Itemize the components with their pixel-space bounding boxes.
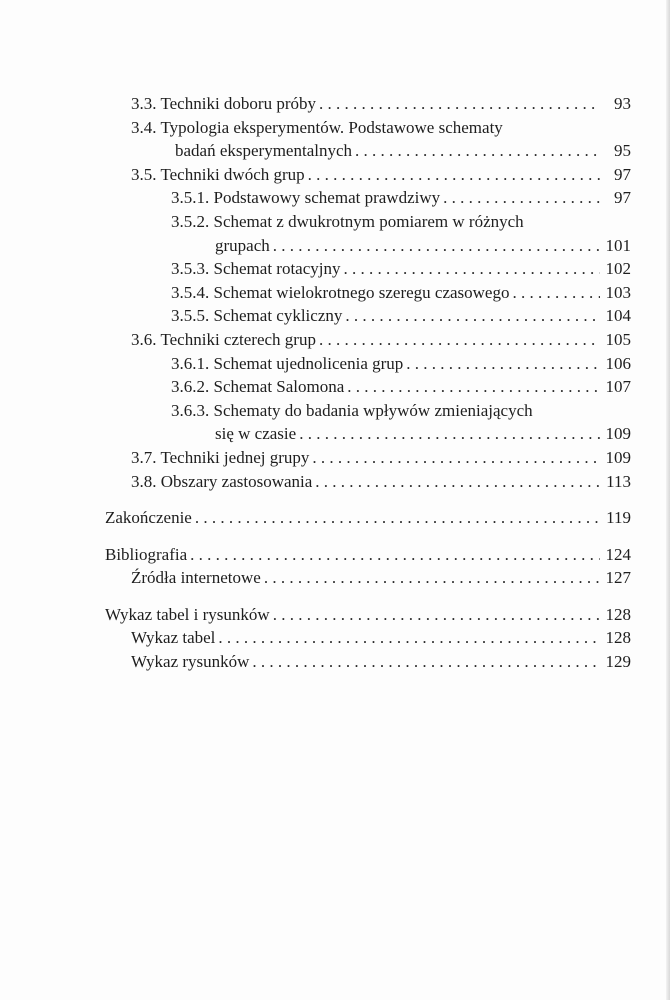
dot-leader xyxy=(443,186,600,210)
dot-leader xyxy=(195,506,600,530)
toc-page-number: 104 xyxy=(605,306,631,326)
toc-entry-label: 3.8. Obszary zastosowania xyxy=(131,471,313,491)
toc-entry-label: Wykaz tabel i rysunków xyxy=(105,604,270,624)
toc-entry-label: Źródła internetowe xyxy=(131,568,261,588)
toc-entry-wykaz-rysunkow xyxy=(105,650,631,674)
table-of-contents xyxy=(105,92,631,674)
toc-entry-3-5-4 xyxy=(105,281,631,305)
dot-leader xyxy=(406,352,600,376)
dot-leader xyxy=(347,375,600,399)
toc-entry-label: 3.5.1. Podstawowy schemat prawdziwy xyxy=(171,188,441,208)
toc-entry-label: 3.3. Techniki doboru próby xyxy=(131,94,316,113)
dot-leader xyxy=(345,304,600,328)
toc-entry-bibliografia xyxy=(105,543,631,567)
toc-page-number: 93 xyxy=(614,94,631,113)
toc-entry-3-6-1 xyxy=(105,352,631,376)
toc-page-number: 103 xyxy=(605,282,631,302)
toc-entry-label: Zakończenie xyxy=(105,508,192,528)
dot-leader xyxy=(512,281,600,305)
toc-entry-3-6-2 xyxy=(105,375,631,399)
dot-leader xyxy=(218,626,600,650)
dot-leader xyxy=(273,234,600,258)
toc-entry-wykaz-tabel xyxy=(105,626,631,650)
toc-entry-3-5 xyxy=(105,163,631,187)
section-spacer xyxy=(105,530,631,543)
toc-entry-3-5-3 xyxy=(105,257,631,281)
toc-page-number: 106 xyxy=(605,353,631,373)
toc-page-number: 119 xyxy=(606,508,631,528)
dot-leader xyxy=(344,257,601,281)
toc-page-number: 128 xyxy=(605,604,631,624)
dot-leader xyxy=(315,470,600,494)
toc-page-number: 107 xyxy=(605,377,631,397)
toc-entry-label: 3.5.5. Schemat cykliczny xyxy=(171,306,343,326)
toc-entry-3-4 xyxy=(105,139,631,163)
dot-leader xyxy=(312,446,600,470)
toc-entry-label: 3.7. Techniki jednej grupy xyxy=(131,447,310,467)
toc-entry-label: 3.6. Techniki czterech grup xyxy=(131,329,316,349)
toc-entry-3-6 xyxy=(105,328,631,352)
toc-page-number: 128 xyxy=(605,628,631,648)
dot-leader xyxy=(264,566,600,590)
toc-entry-3-8 xyxy=(105,470,631,494)
toc-entry-3-7 xyxy=(105,446,631,470)
toc-entry-zakonczenie xyxy=(105,506,631,530)
toc-entry-label: 3.6.1. Schemat ujednolicenia grup xyxy=(171,353,404,373)
toc-page-number: 127 xyxy=(605,568,631,588)
toc-page-number: 113 xyxy=(606,471,631,491)
toc-entry-label: badań eksperymentalnych xyxy=(175,141,353,161)
toc-entry-3-6-3-line1: 3.6.3. Schematy do badania wpływów zmieniających xyxy=(171,400,533,420)
toc-entry-label: 3.5. Techniki dwóch grup xyxy=(131,164,305,184)
toc-entry-zrodla-internetowe xyxy=(105,566,631,590)
page-edge xyxy=(666,0,670,1000)
dot-leader xyxy=(299,422,600,446)
toc-page-number: 102 xyxy=(605,259,631,279)
toc-page-number: 109 xyxy=(605,424,631,444)
toc-entry-label: 3.5.3. Schemat rotacyjny xyxy=(171,259,341,279)
section-spacer xyxy=(105,493,631,506)
toc-entry-3-3 xyxy=(105,92,631,116)
dot-leader xyxy=(273,603,600,627)
dot-leader xyxy=(190,543,600,567)
toc-page-number: 105 xyxy=(605,329,631,349)
toc-entry-wykaz xyxy=(105,603,631,627)
section-spacer xyxy=(105,590,631,603)
toc-page-number: 95 xyxy=(614,141,631,161)
toc-entry-label: 3.6.2. Schemat Salomona xyxy=(171,377,345,397)
toc-entry-label: się w czasie xyxy=(215,424,297,444)
toc-entry-3-5-1 xyxy=(105,186,631,210)
toc-entry-label: Bibliografia xyxy=(105,544,188,564)
toc-entry-3-6-3 xyxy=(105,422,631,446)
toc-page-number: 97 xyxy=(614,164,631,184)
toc-page-number: 109 xyxy=(605,447,631,467)
toc-page-number: 124 xyxy=(605,544,631,564)
toc-entry-3-5-2-line1: 3.5.2. Schemat z dwukrotnym pomiarem w różnych xyxy=(171,211,524,231)
toc-entry-3-5-5 xyxy=(105,304,631,328)
dot-leader xyxy=(355,139,600,163)
toc-page-number: 129 xyxy=(605,652,631,672)
toc-entry-label: Wykaz tabel xyxy=(131,628,216,648)
dot-leader xyxy=(252,650,600,674)
dot-leader xyxy=(319,92,600,116)
toc-page-number: 97 xyxy=(614,188,631,208)
toc-entry-3-5-2 xyxy=(105,234,631,258)
toc-page-number: 101 xyxy=(605,235,631,255)
toc-entry-label: grupach xyxy=(215,235,270,255)
dot-leader xyxy=(308,163,600,187)
toc-entry-3-4-line1: 3.4. Typologia eksperymentów. Podstawowe schematy xyxy=(131,117,503,137)
toc-entry-label: Wykaz rysunków xyxy=(131,652,250,672)
toc-entry-label: 3.5.4. Schemat wielokrotnego szeregu czasowego xyxy=(171,282,510,302)
dot-leader xyxy=(319,328,600,352)
